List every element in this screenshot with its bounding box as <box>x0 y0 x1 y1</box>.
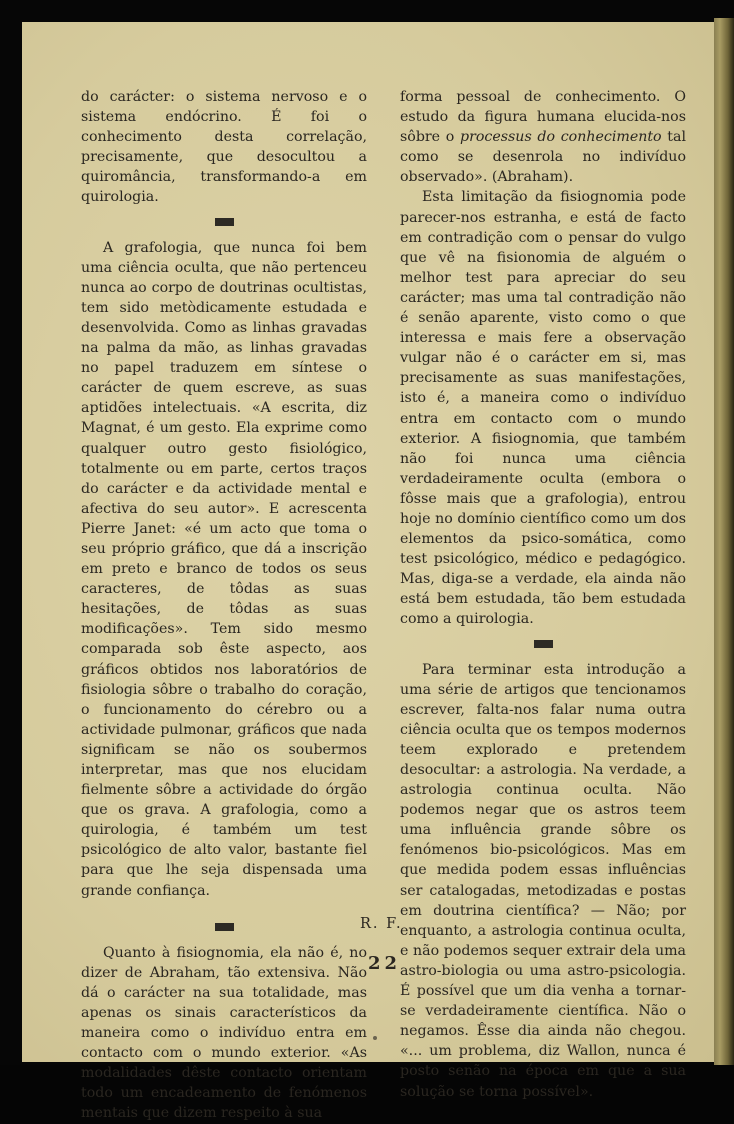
paragraph: Quanto à fisiognomia, ela não é, no dizer de Abraham, tão extensiva. Não dá o carácter na sua totalidade, mas apenas os sinais característicos da maneira como o indivíduo entra em contacto com o mundo exterior. «As modalidades dêste contacto orientam todo um encadeamento de fenómenos mentais que dizem respeito à sua <box>81 944 367 1122</box>
paragraph: Para terminar esta introdução a uma série de artigos que tencionamos escrever, falta-nos falar numa outra ciência oculta que os tempos modernos teem explorado e pretendem desocultar: a astrologia. Na verdade, a astrologia continua oculta. Não podemos negar que os astros teem uma influência grande sôbre os fenómenos bio-psicológicos. Mas em que medida podem essas influências ser catalogadas, metodizadas e postas em doutrina científica? — Não; por enquanto, a astrologia continua oculta, e não podemos sequer extrair dela uma astro-biologia ou uma astro-psicologia. É possível que um dia venha a tornar-se verdadeiramente científica. Não o negamos. Êsse dia ainda não chegou. «... um problema, diz Wallon, nunca é posto senão na época em que a sua solução se torna possível». <box>400 661 686 1100</box>
section-separator <box>534 640 553 648</box>
section-separator <box>215 218 234 226</box>
paragraph: Esta limitação da fisiognomia pode parecer-nos estranha, e está de facto em contradição com o pensar do vulgo que vê na fisionomia de alguém o melhor test para apreciar do seu carácter; mas uma tal contradição não é senão aparente, visto como o que interessa e mais fere a observação vulgar não é o carácter em si, mas precisamente as suas manifestações, isto é, a maneira como o indivíduo entra em contacto com o mundo exterior. A fisiognomia, que também não foi nunca uma ciência verdadeiramente oculta (embora o fôsse mais que a grafologia), entrou hoje no domínio científico como um dos elementos da psico-somática, como test psicológico, médico e pedagógico. Mas, diga-se a verdade, ela ainda não está bem estudada, tão bem estudada como a quirologia. <box>400 189 686 628</box>
paragraph <box>400 87 686 187</box>
print-speck <box>373 1036 377 1040</box>
paragraph: do carácter: o sistema nervoso e o sistema endócrino. É foi o conhecimento desta correlação, precisamente, que desocultou a quiromância, transformando-a em quirologia. <box>81 89 367 206</box>
left-column <box>81 87 367 1124</box>
italic-term: processus do conhecimento <box>460 129 662 146</box>
paragraph-text: forma pessoal de conhecimento. O estudo da figura humana elucida-nos sôbre o <box>400 89 686 146</box>
section-separator <box>215 923 234 931</box>
right-column <box>400 87 686 1102</box>
paragraph-text: tal como se desenrola no indivíduo observado». (Abraham). <box>400 129 686 186</box>
author-signature: R. F. <box>360 916 403 932</box>
next-page-edge <box>714 18 734 1065</box>
page-number: 22 <box>368 953 402 974</box>
paragraph: A grafologia, que nunca foi bem uma ciência oculta, que não pertenceu nunca ao corpo de doutrinas ocultistas, tem sido metòdicamente estudada e desenvolvida. Como as linhas gravadas na palma da mão, as linhas gravadas no papel traduzem em síntese o carácter de quem escreve, as suas aptidões intelectuais. «A escrita, diz Magnat, é um gesto. Ela exprime como qualquer outro gesto fisiológico, totalmente ou em parte, certos traços do carácter e da actividade mental e afectiva do seu autor». E acrescenta Pierre Janet: «é um acto que toma o seu próprio gráfico, que dá a inscrição em preto e branco de todos os seus caracteres, de tôdas as suas hesitações, de tôdas as suas modificações». Tem sido mesmo comparada sob êste aspecto, aos gráficos obtidos nos laboratórios de fisiologia sôbre o trabalho do coração, o funcionamento do cérebro ou a actividade pulmonar, gráficos que nada significam se não os soubermos interpretar, mas que nos elucidam fielmente sôbre a actividade do órgão que os grava. A grafologia, como a quirologia, é também um test psicológico de alto valor, bastante fiel para que lhe seja dispensada uma grande confiança. <box>81 239 367 899</box>
